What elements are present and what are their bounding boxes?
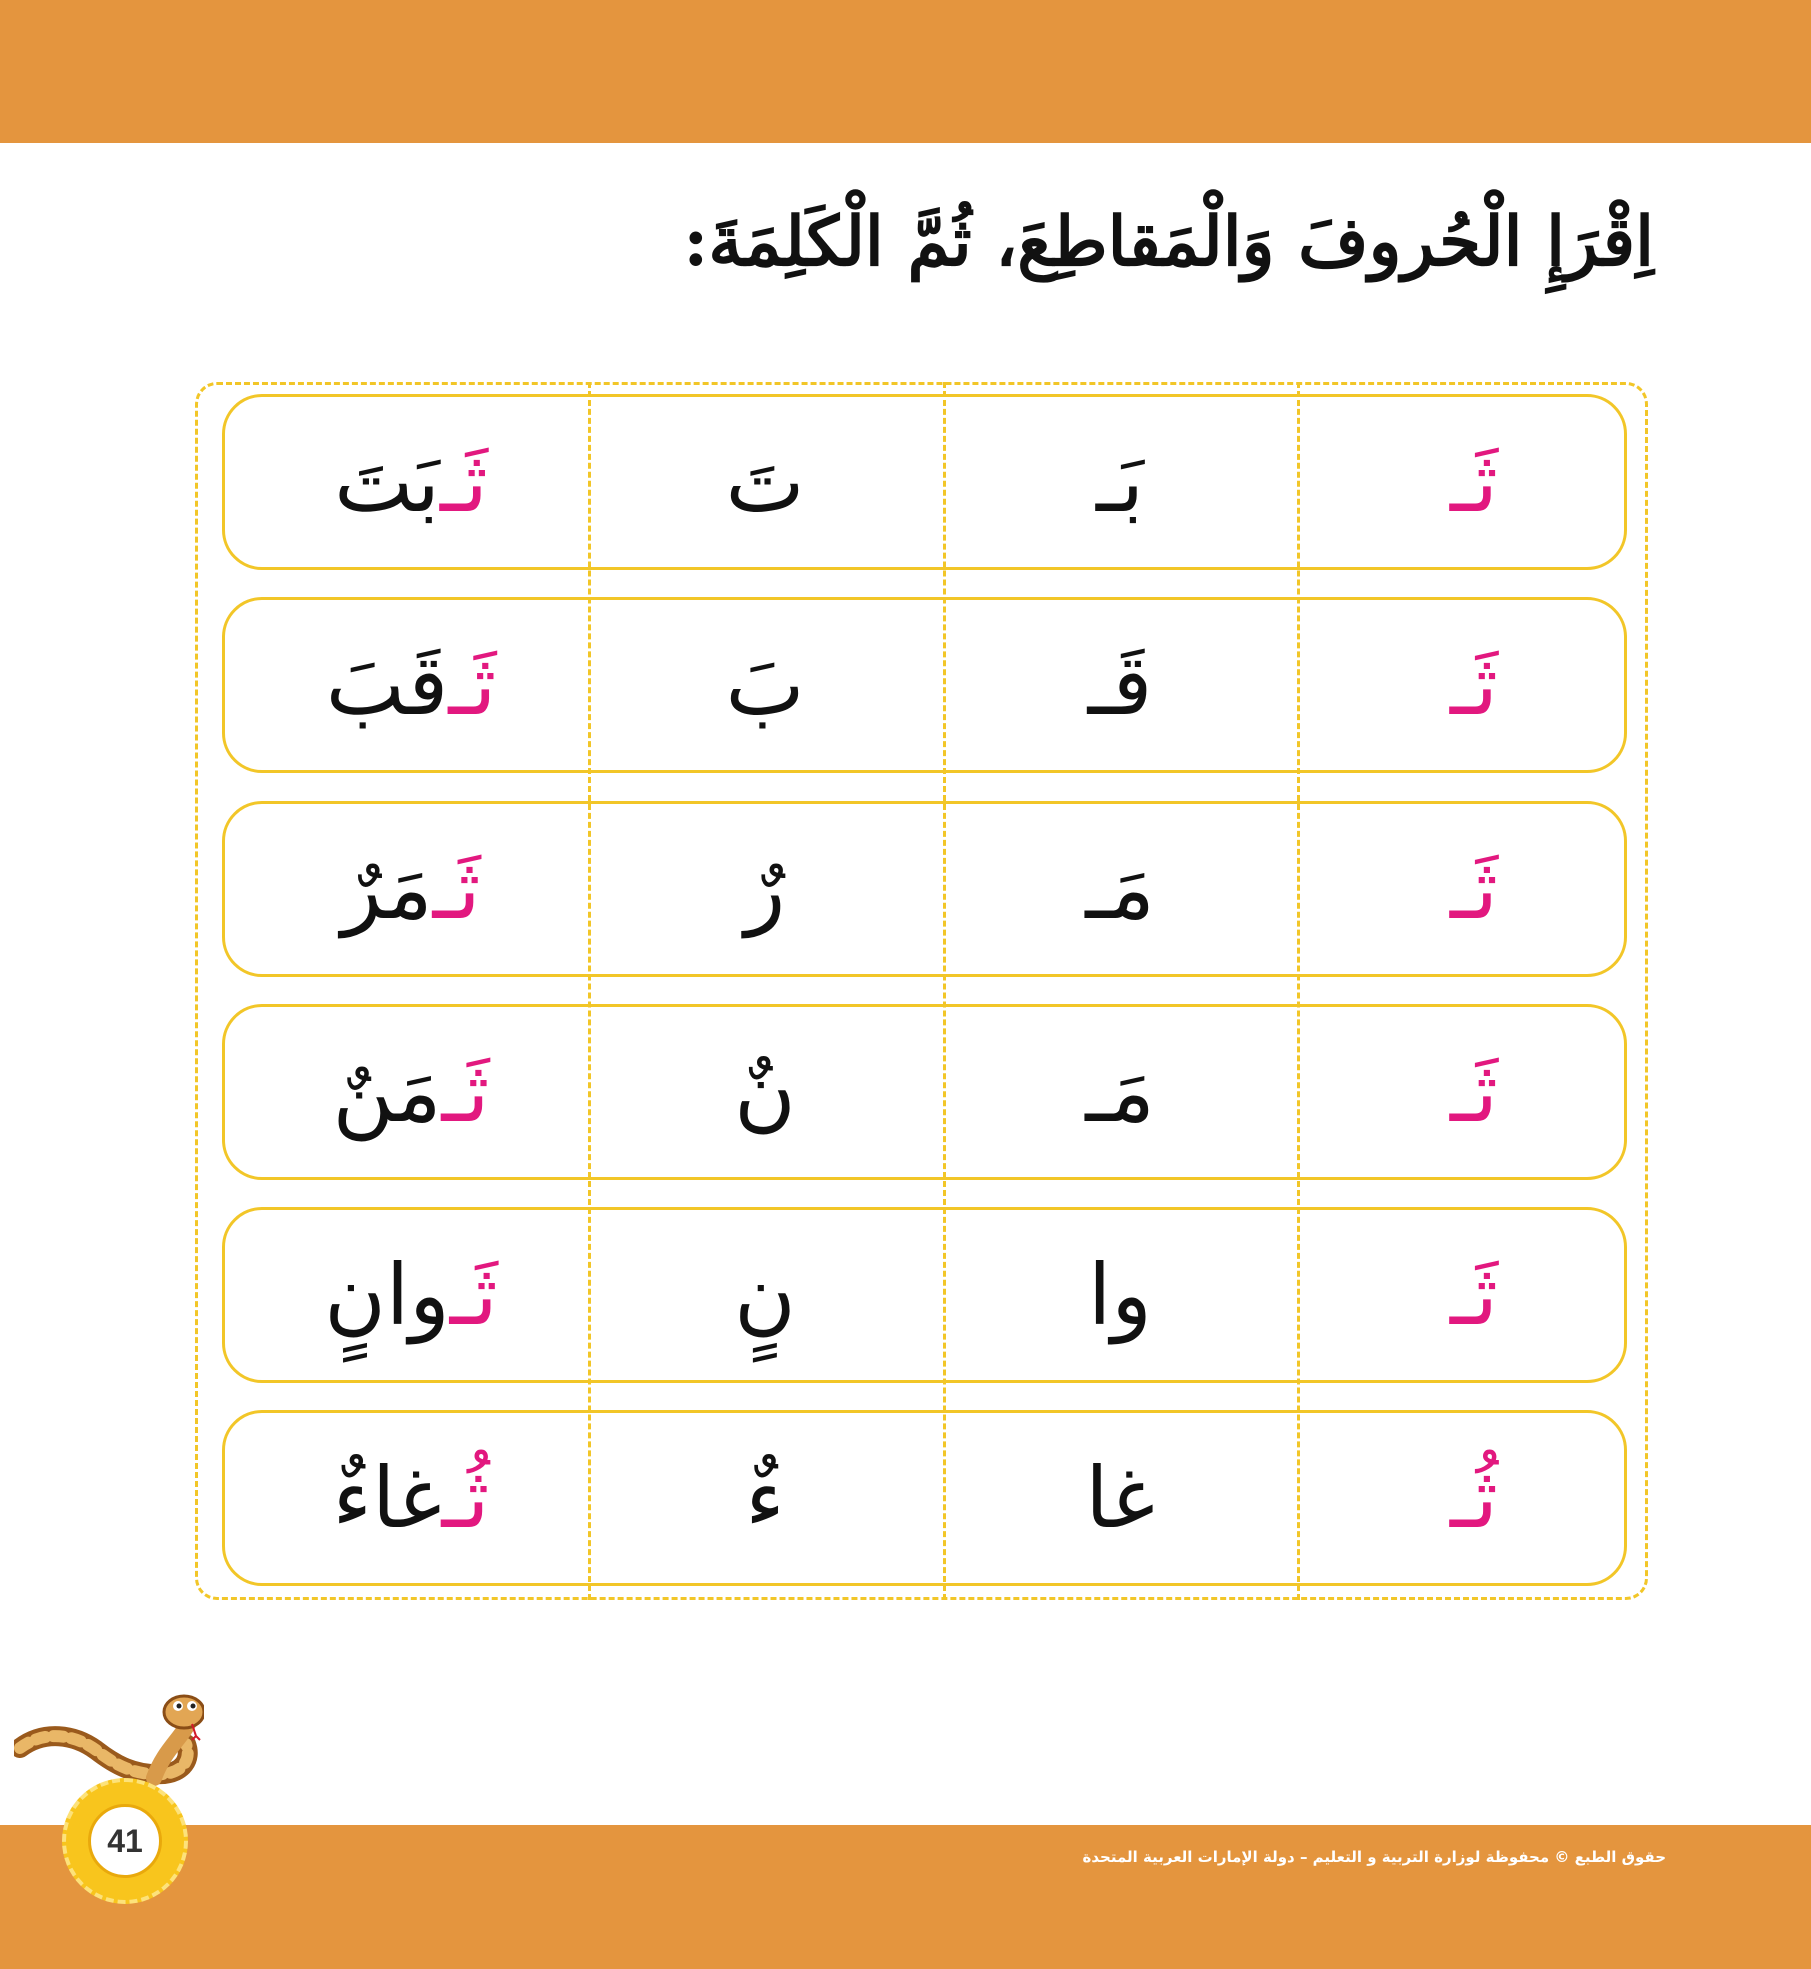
syllable-cell-first: ثُـ [1450,1449,1498,1547]
syllable-cell-third: رٌ [744,840,786,938]
syllable-cell-third: بَ [725,636,805,734]
syllable-cell-second: وا [1088,1246,1152,1344]
word-cell [234,1410,588,1586]
syllable-cell-second: مَـ [1085,1043,1155,1141]
syllable-cell-first: ثَـ [1450,1246,1498,1344]
word-highlight: ثَـ [439,433,488,531]
word-highlight: ثَـ [432,840,481,938]
word-rest: مَنٌ [332,1043,442,1141]
instruction-heading: اِقْرَإِ الْحُروفَ وَالْمَقاطِعَ، ثُمَّ الْكَلِمَةَ: [683,202,1654,282]
word-highlight: ثَـ [441,1043,490,1141]
syllable-cell-third: تَ [725,433,805,531]
syllable-cell-first: ثَـ [1450,636,1498,734]
syllable-cell-second: مَـ [1085,840,1155,938]
word-highlight: ثَـ [448,636,497,734]
page-number-badge [62,1778,188,1904]
word-cell [234,597,588,773]
word-rest: وانٍ [324,1246,450,1344]
syllable-cell-second: بَـ [1096,433,1144,531]
copyright-text: حقوق الطبع © محفوظة لوزارة التربية و التعليم – دولة الإمارات العربية المتحدة [1082,1848,1666,1866]
syllable-cell-first: ثَـ [1450,1043,1498,1141]
footer-band [0,1825,1811,1969]
word-cell [234,1207,588,1383]
syllable-cell-third: ءٌ [745,1449,785,1547]
syllable-cell-third: نٍ [734,1246,796,1344]
word-highlight: ثُـ [441,1449,490,1547]
word-cell [234,1004,588,1180]
page-number: 41 [88,1804,162,1878]
word-cell [234,394,588,570]
word-rest: بَتَ [334,433,440,531]
syllable-cell-second: قَـ [1087,636,1153,734]
syllable-cell-second: غا [1085,1449,1155,1547]
word-rest: قَبَ [325,636,449,734]
header-band [0,0,1811,143]
syllable-cell-first: ثَـ [1450,840,1498,938]
word-cell [234,801,588,977]
word-rest: مَرٌ [341,840,433,938]
syllable-cell-first: ثَـ [1450,433,1498,531]
word-highlight: ثَـ [449,1246,498,1344]
syllable-cell-third: نٌ [734,1043,796,1141]
word-rest: غاءٌ [332,1449,442,1547]
